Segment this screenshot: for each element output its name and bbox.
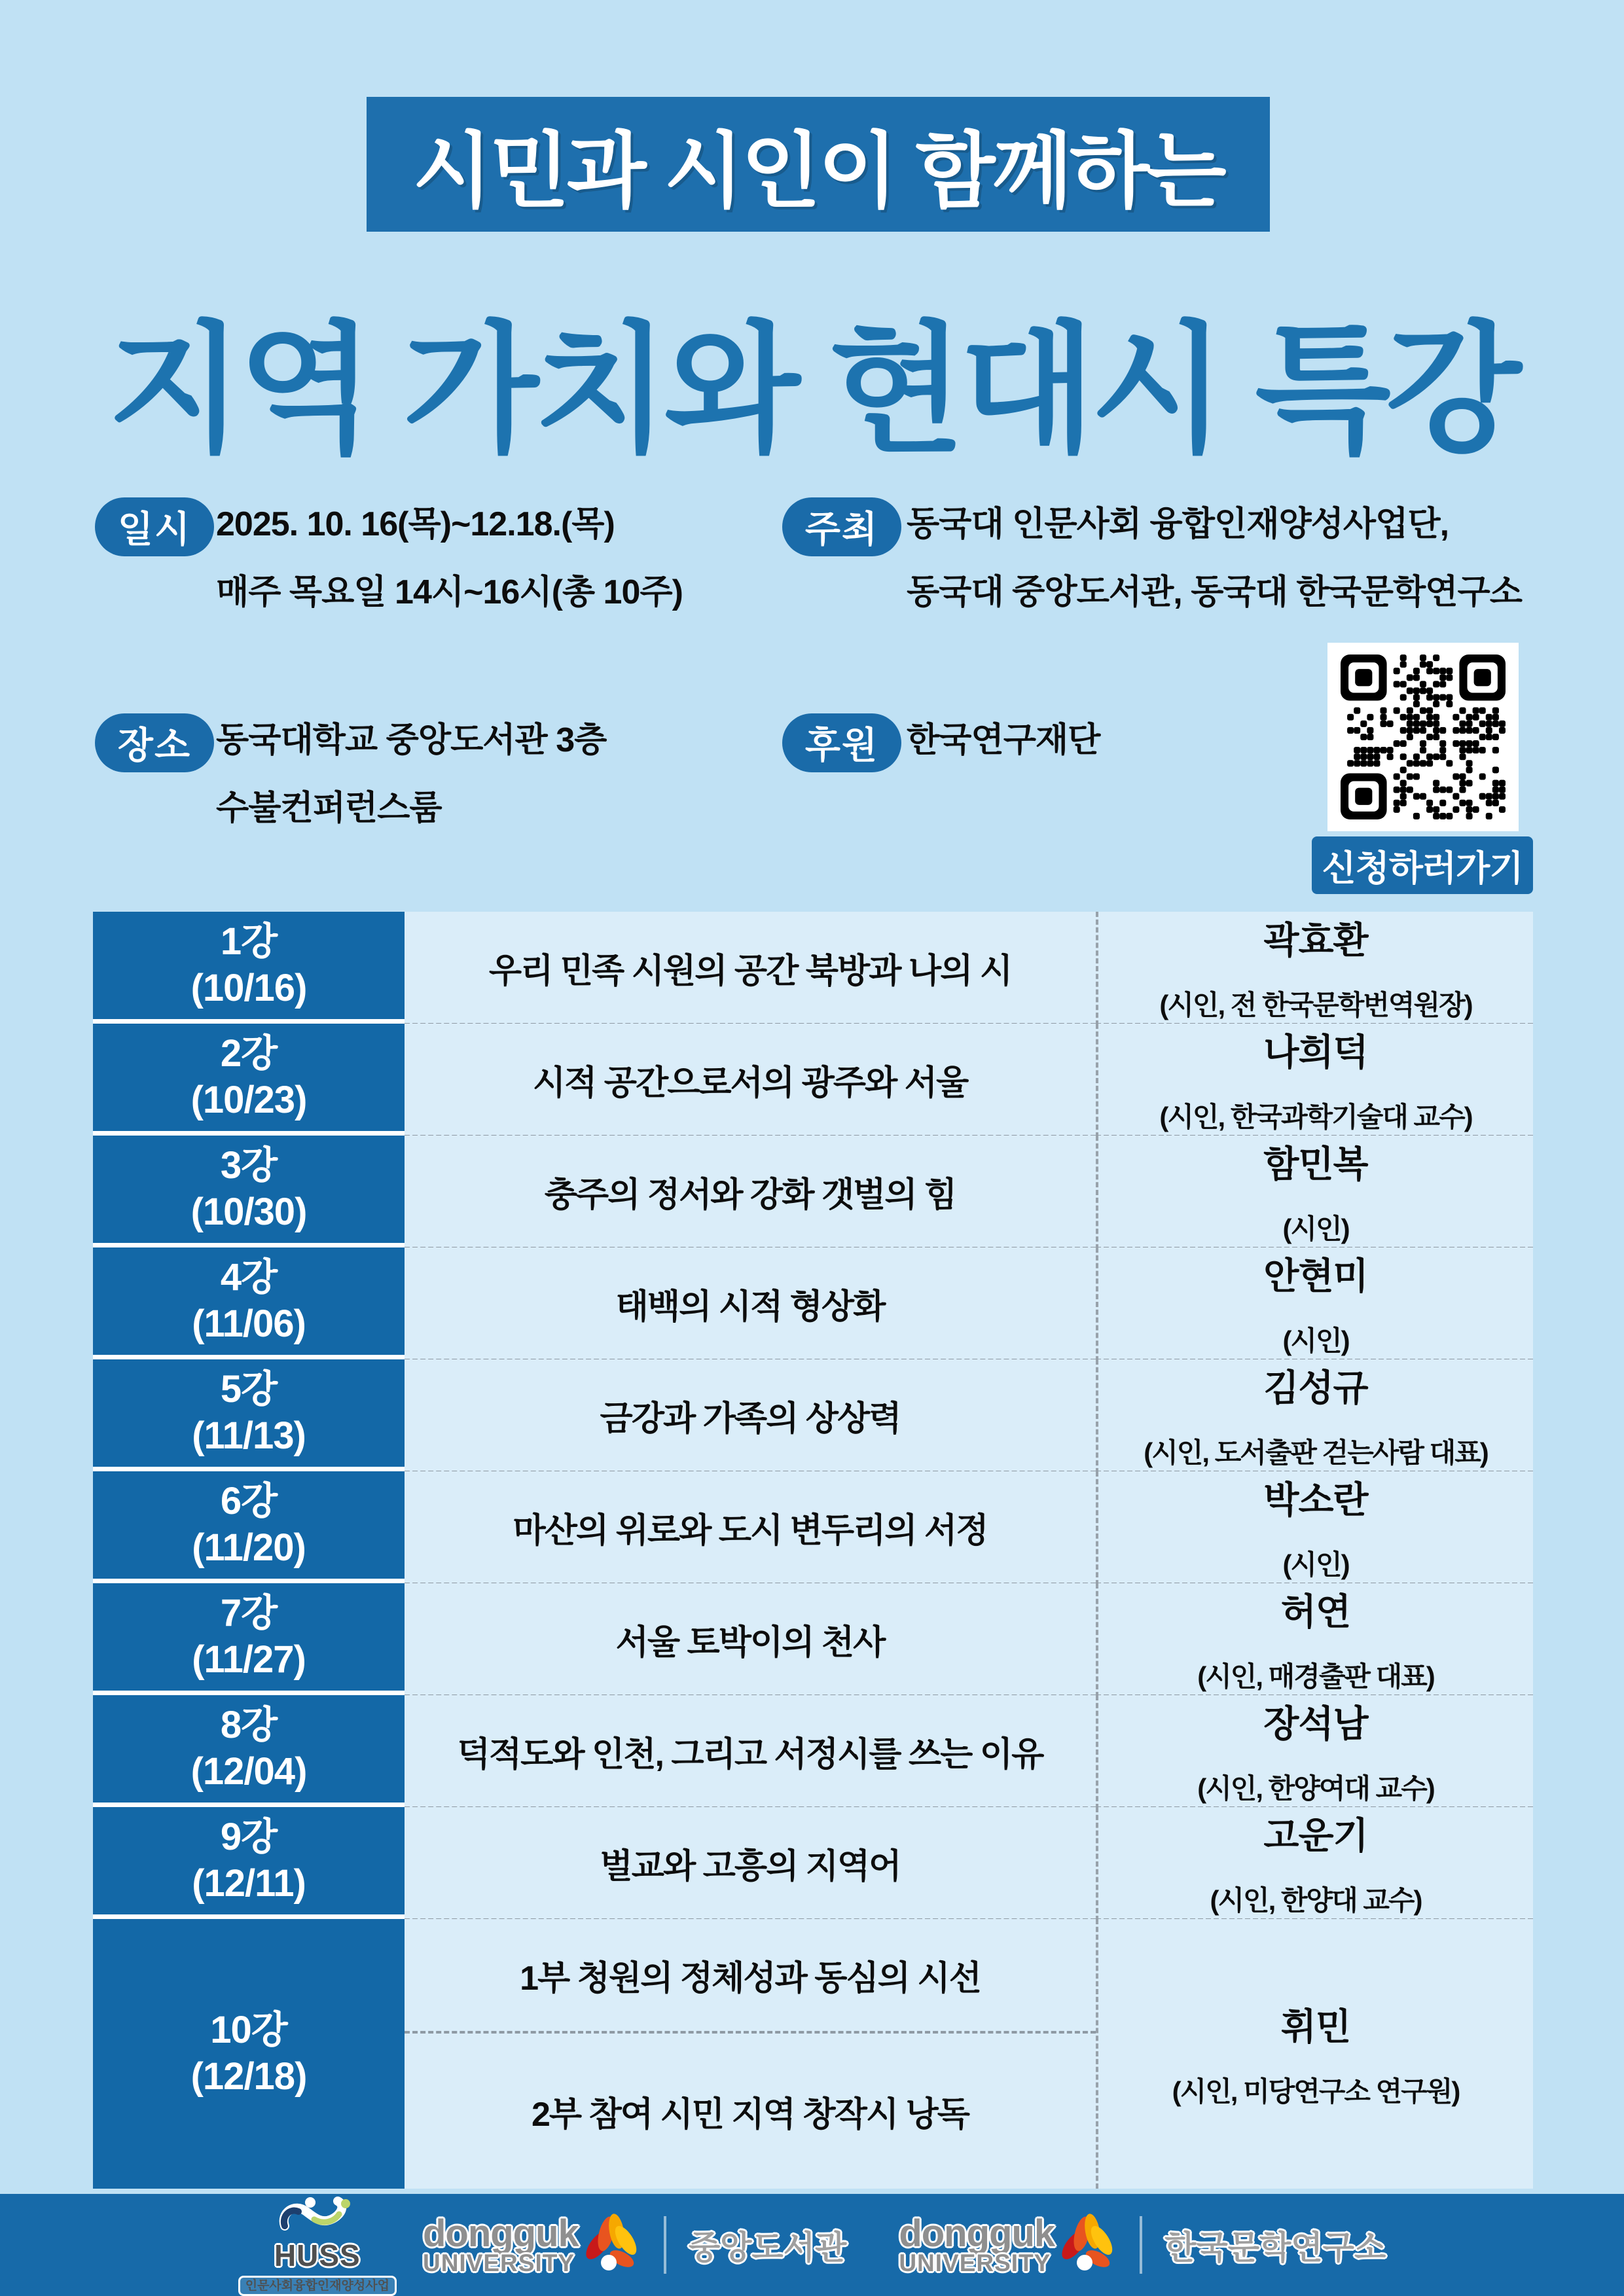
session-label-cell: [93, 1247, 405, 1361]
topic-cell: 태백의 시적 형상화: [405, 1247, 1096, 1361]
session-date: (11/13): [192, 1414, 306, 1457]
speaker-name: 장석남: [1263, 1703, 1368, 1744]
sponsor-badge: 후원: [782, 713, 901, 772]
apply-button[interactable]: 신청하러가기: [1312, 836, 1533, 894]
speaker-cell: [1096, 1695, 1533, 1809]
session-label-cell: [93, 1583, 405, 1697]
session-label-cell: [93, 1471, 405, 1585]
banner-text: 시민과 시인이 함께하는: [412, 124, 1224, 217]
dongguk-logo-2: [899, 2209, 1117, 2281]
speaker-cell: [1096, 912, 1533, 1026]
speaker-name: 김성규: [1263, 1367, 1368, 1408]
huss-icon: [268, 2195, 367, 2240]
datetime-line2: 매주 목요일 14시~16시(총 10주): [216, 573, 683, 611]
speaker-title: (시인): [1282, 1213, 1349, 1244]
institute-name: 한국문학연구소: [1164, 2229, 1386, 2266]
speaker-title: (시인, 한양여대 교수): [1197, 1773, 1434, 1804]
library-name: 중앙도서관: [688, 2229, 847, 2266]
session-number: 7강: [220, 1592, 278, 1635]
table-row: [93, 1024, 1533, 1136]
huss-logo: [238, 2195, 397, 2296]
dongguk-university: UNIVERSITY: [899, 2249, 1051, 2276]
table-row: [93, 912, 1533, 1024]
topic-cell: 시적 공간으로서의 광주와 서울: [405, 1024, 1096, 1138]
footer-separator: [1140, 2216, 1142, 2274]
place-badge: 장소: [95, 713, 214, 772]
topic-cell: 금강과 가족의 상상력: [405, 1359, 1096, 1473]
dongguk-name: dongguk: [899, 2212, 1055, 2255]
speaker-title: (시인): [1282, 1549, 1349, 1580]
session-date: (12/11): [192, 1862, 306, 1905]
session-date: (10/23): [190, 1079, 307, 1121]
host-line2: 동국대 중앙도서관, 동국대 한국문학연구소: [907, 573, 1522, 611]
speaker-name: 박소란: [1263, 1479, 1368, 1520]
speaker-name: 허연: [1280, 1591, 1351, 1632]
session-number: 2강: [220, 1032, 278, 1075]
speaker-name: 안현미: [1263, 1255, 1368, 1297]
session-number: 5강: [220, 1368, 278, 1411]
speaker-title: (시인, 도서출판 걷는사람 대표): [1144, 1437, 1488, 1468]
session-number: 6강: [220, 1480, 278, 1523]
topic-part2: 2부 참여 시민 지역 창작시 낭독: [532, 2096, 969, 2134]
session-number: 4강: [220, 1256, 278, 1299]
topic-part1: 1부 청원의 정체성과 동심의 시선: [405, 1919, 1096, 2034]
schedule-rows: [93, 912, 1533, 1919]
host-line1: 동국대 인문사회 융합인재양성사업단,: [907, 505, 1449, 543]
dongguk-university: UNIVERSITY: [422, 2249, 575, 2276]
huss-name: HUSS: [274, 2238, 361, 2272]
table-row-10: [93, 1919, 1533, 2189]
schedule-table: [93, 912, 1533, 2189]
speaker-cell: [1096, 1471, 1533, 1585]
place-line1: 동국대학교 중앙도서관 3층: [216, 721, 607, 759]
qr-code[interactable]: [1327, 643, 1519, 831]
session-number: 3강: [220, 1144, 278, 1187]
session-label-cell: [93, 912, 405, 1026]
dongguk-flower-icon: [1055, 2209, 1117, 2281]
session-date: (11/20): [192, 1526, 306, 1569]
table-row: [93, 1807, 1533, 1919]
session-date: (11/06): [192, 1302, 306, 1345]
speaker-cell: [1096, 1136, 1533, 1249]
session-date: (10/16): [190, 967, 307, 1009]
topic-cell: 충주의 정서와 강화 갯벌의 힘: [405, 1136, 1096, 1249]
table-row: [93, 1359, 1533, 1471]
session-number: 10강: [210, 2009, 287, 2052]
datetime-line1: 2025. 10. 16(목)~12.18.(목): [216, 505, 615, 543]
place-line2: 수불컨퍼런스룸: [216, 789, 442, 827]
speaker-cell: [1096, 1359, 1533, 1473]
speaker-title: (시인, 한양대 교수): [1210, 1885, 1422, 1916]
speaker-title: (시인): [1282, 1325, 1349, 1356]
speaker-title: (시인, 매경출판 대표): [1197, 1661, 1434, 1692]
host-badge: 주최: [782, 497, 901, 556]
session-label-cell: [93, 1359, 405, 1473]
session-label-cell: [93, 1919, 405, 2189]
speaker-cell: [1096, 1583, 1533, 1697]
speaker-title: (시인, 한국과학기술대 교수): [1159, 1102, 1472, 1132]
top-banner: [367, 97, 1270, 232]
speaker-name: 함민복: [1263, 1143, 1368, 1185]
table-row: [93, 1695, 1533, 1807]
page-title: 지역 가치와 현대시 특강: [107, 311, 1517, 469]
qr-code-icon: [1341, 655, 1506, 819]
table-row: [93, 1471, 1533, 1583]
topic-cell: 마산의 위로와 도시 변두리의 서정: [405, 1471, 1096, 1585]
session-number: 9강: [220, 1816, 278, 1859]
speaker-name: 곽효환: [1263, 920, 1368, 961]
speaker-name: 나희덕: [1263, 1031, 1368, 1073]
datetime-badge: 일시: [95, 497, 214, 556]
footer: [0, 2194, 1624, 2296]
speaker-cell: [1096, 1807, 1533, 1921]
table-row: [93, 1583, 1533, 1695]
topic-cell-split: [405, 1919, 1096, 2189]
session-date: (10/30): [190, 1191, 307, 1233]
table-row: [93, 1136, 1533, 1247]
session-number: 8강: [220, 1704, 278, 1747]
session-date: (12/18): [190, 2055, 307, 2098]
speaker-cell: [1096, 1919, 1533, 2189]
speaker-cell: [1096, 1024, 1533, 1138]
speaker-cell: [1096, 1247, 1533, 1361]
speaker-title: (시인, 전 한국문학번역원장): [1159, 990, 1472, 1020]
speaker-name: 고운기: [1263, 1815, 1368, 1856]
session-date: (12/04): [190, 1750, 307, 1793]
dongguk-name: dongguk: [422, 2212, 579, 2255]
dongguk-logo-1: [423, 2209, 641, 2281]
session-label-cell: [93, 1807, 405, 1921]
footer-separator: [664, 2216, 666, 2274]
session-date: (11/27): [192, 1638, 306, 1681]
topic-cell: 서울 토박이의 천사: [405, 1583, 1096, 1697]
topic-cell: 벌교와 고흥의 지역어: [405, 1807, 1096, 1921]
session-label-cell: [93, 1136, 405, 1249]
speaker-title: (시인, 미당연구소 연구원): [1172, 2076, 1460, 2107]
session-label-cell: [93, 1695, 405, 1809]
table-row: [93, 1247, 1533, 1359]
topic-cell: 우리 민족 시원의 공간 북방과 나의 시: [405, 912, 1096, 1026]
dongguk-flower-icon: [579, 2209, 641, 2281]
topic-cell: 덕적도와 인천, 그리고 서정시를 쓰는 이유: [405, 1695, 1096, 1809]
session-label-cell: [93, 1024, 405, 1138]
speaker-name: 휘민: [1280, 2006, 1351, 2047]
huss-sub-label: 인문사회융합인재양성사업: [238, 2276, 397, 2296]
sponsor-line1: 한국연구재단: [907, 721, 1100, 759]
session-number: 1강: [220, 920, 278, 963]
